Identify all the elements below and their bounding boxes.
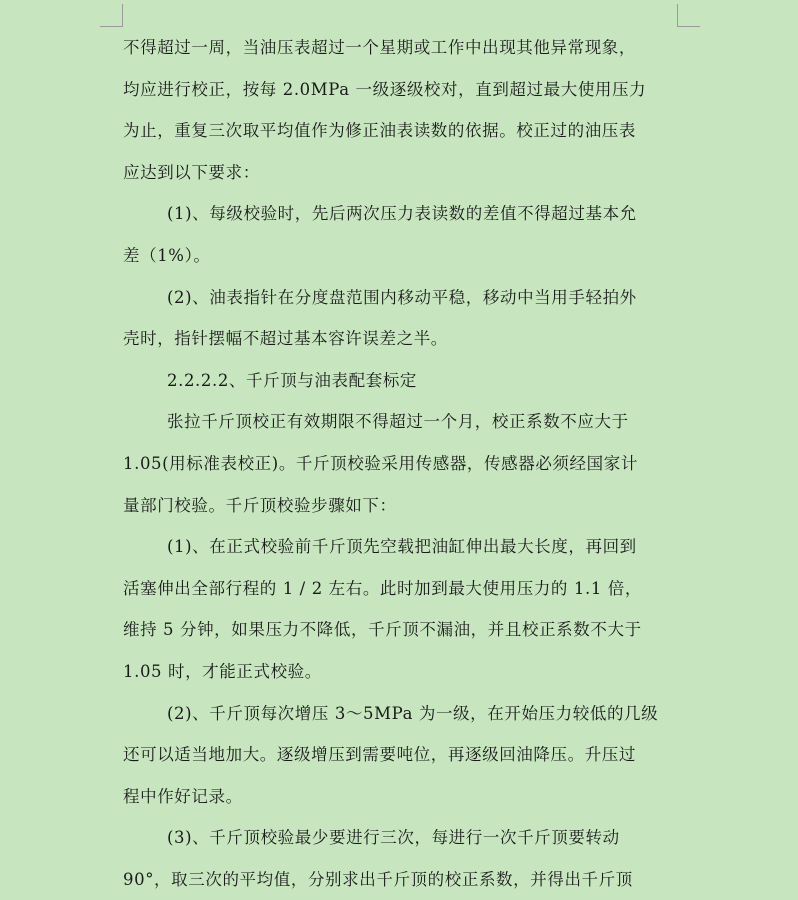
text-line: (1)、每级校验时，先后两次压力表读数的差值不得超过基本允	[167, 204, 637, 224]
text-line: 90°，取三次的平均值，分别求出千斤顶的校正系数，并得出千斤顶	[123, 869, 633, 889]
text-line: (2)、千斤顶每次增压 3～5MPa 为一级，在开始压力较低的几级	[167, 703, 659, 723]
document-body	[123, 27, 678, 900]
text-line: 2.2.2.2、千斤顶与油表配套标定	[167, 370, 418, 390]
text-line: 1.05(用标准表校正)。千斤顶校验采用传感器，传感器必须经国家计	[123, 453, 638, 473]
text-line: 量部门校验。千斤顶校验步骤如下：	[123, 495, 397, 515]
crop-mark-top-left	[100, 4, 123, 27]
crop-mark-top-right	[677, 4, 700, 27]
text-line: (3)、千斤顶校验最少要进行三次，每进行一次千斤顶要转动	[167, 828, 620, 848]
text-line: 壳时，指针摆幅不超过基本容许误差之半。	[123, 329, 448, 349]
text-line: 程中作好记录。	[123, 786, 243, 806]
text-line: 1.05 时，才能正式校验。	[123, 661, 322, 681]
text-line: (2)、油表指针在分度盘范围内移动平稳，移动中当用手轻拍外	[167, 287, 637, 307]
text-line: 维持 5 分钟，如果压力不降低，千斤顶不漏油，并且校正系数不大于	[123, 620, 642, 640]
text-line: 均应进行校正，按每 2.0MPa 一级逐级校对，直到超过最大使用压力	[123, 79, 647, 99]
text-line: 差（1%）。	[123, 245, 211, 265]
text-line: 不得超过一周，当油压表超过一个星期或工作中出现其他异常现象，	[123, 38, 636, 57]
text-line: 活塞伸出全部行程的 1 / 2 左右。此时加到最大使用压力的 1.1 倍，	[123, 578, 642, 598]
text-line: 还可以适当地加大。逐级增压到需要吨位，再逐级回油降压。升压过	[123, 745, 636, 765]
text-line: (1)、在正式校验前千斤顶先空载把油缸伸出最大长度，再回到	[167, 537, 637, 557]
text-line: 应达到以下要求：	[123, 162, 260, 182]
text-line: 张拉千斤顶校正有效期限不得超过一个月，校正系数不应大于	[167, 412, 629, 432]
text-line: 为止，重复三次取平均值作为修正油表读数的依据。校正过的油压表	[123, 121, 636, 141]
